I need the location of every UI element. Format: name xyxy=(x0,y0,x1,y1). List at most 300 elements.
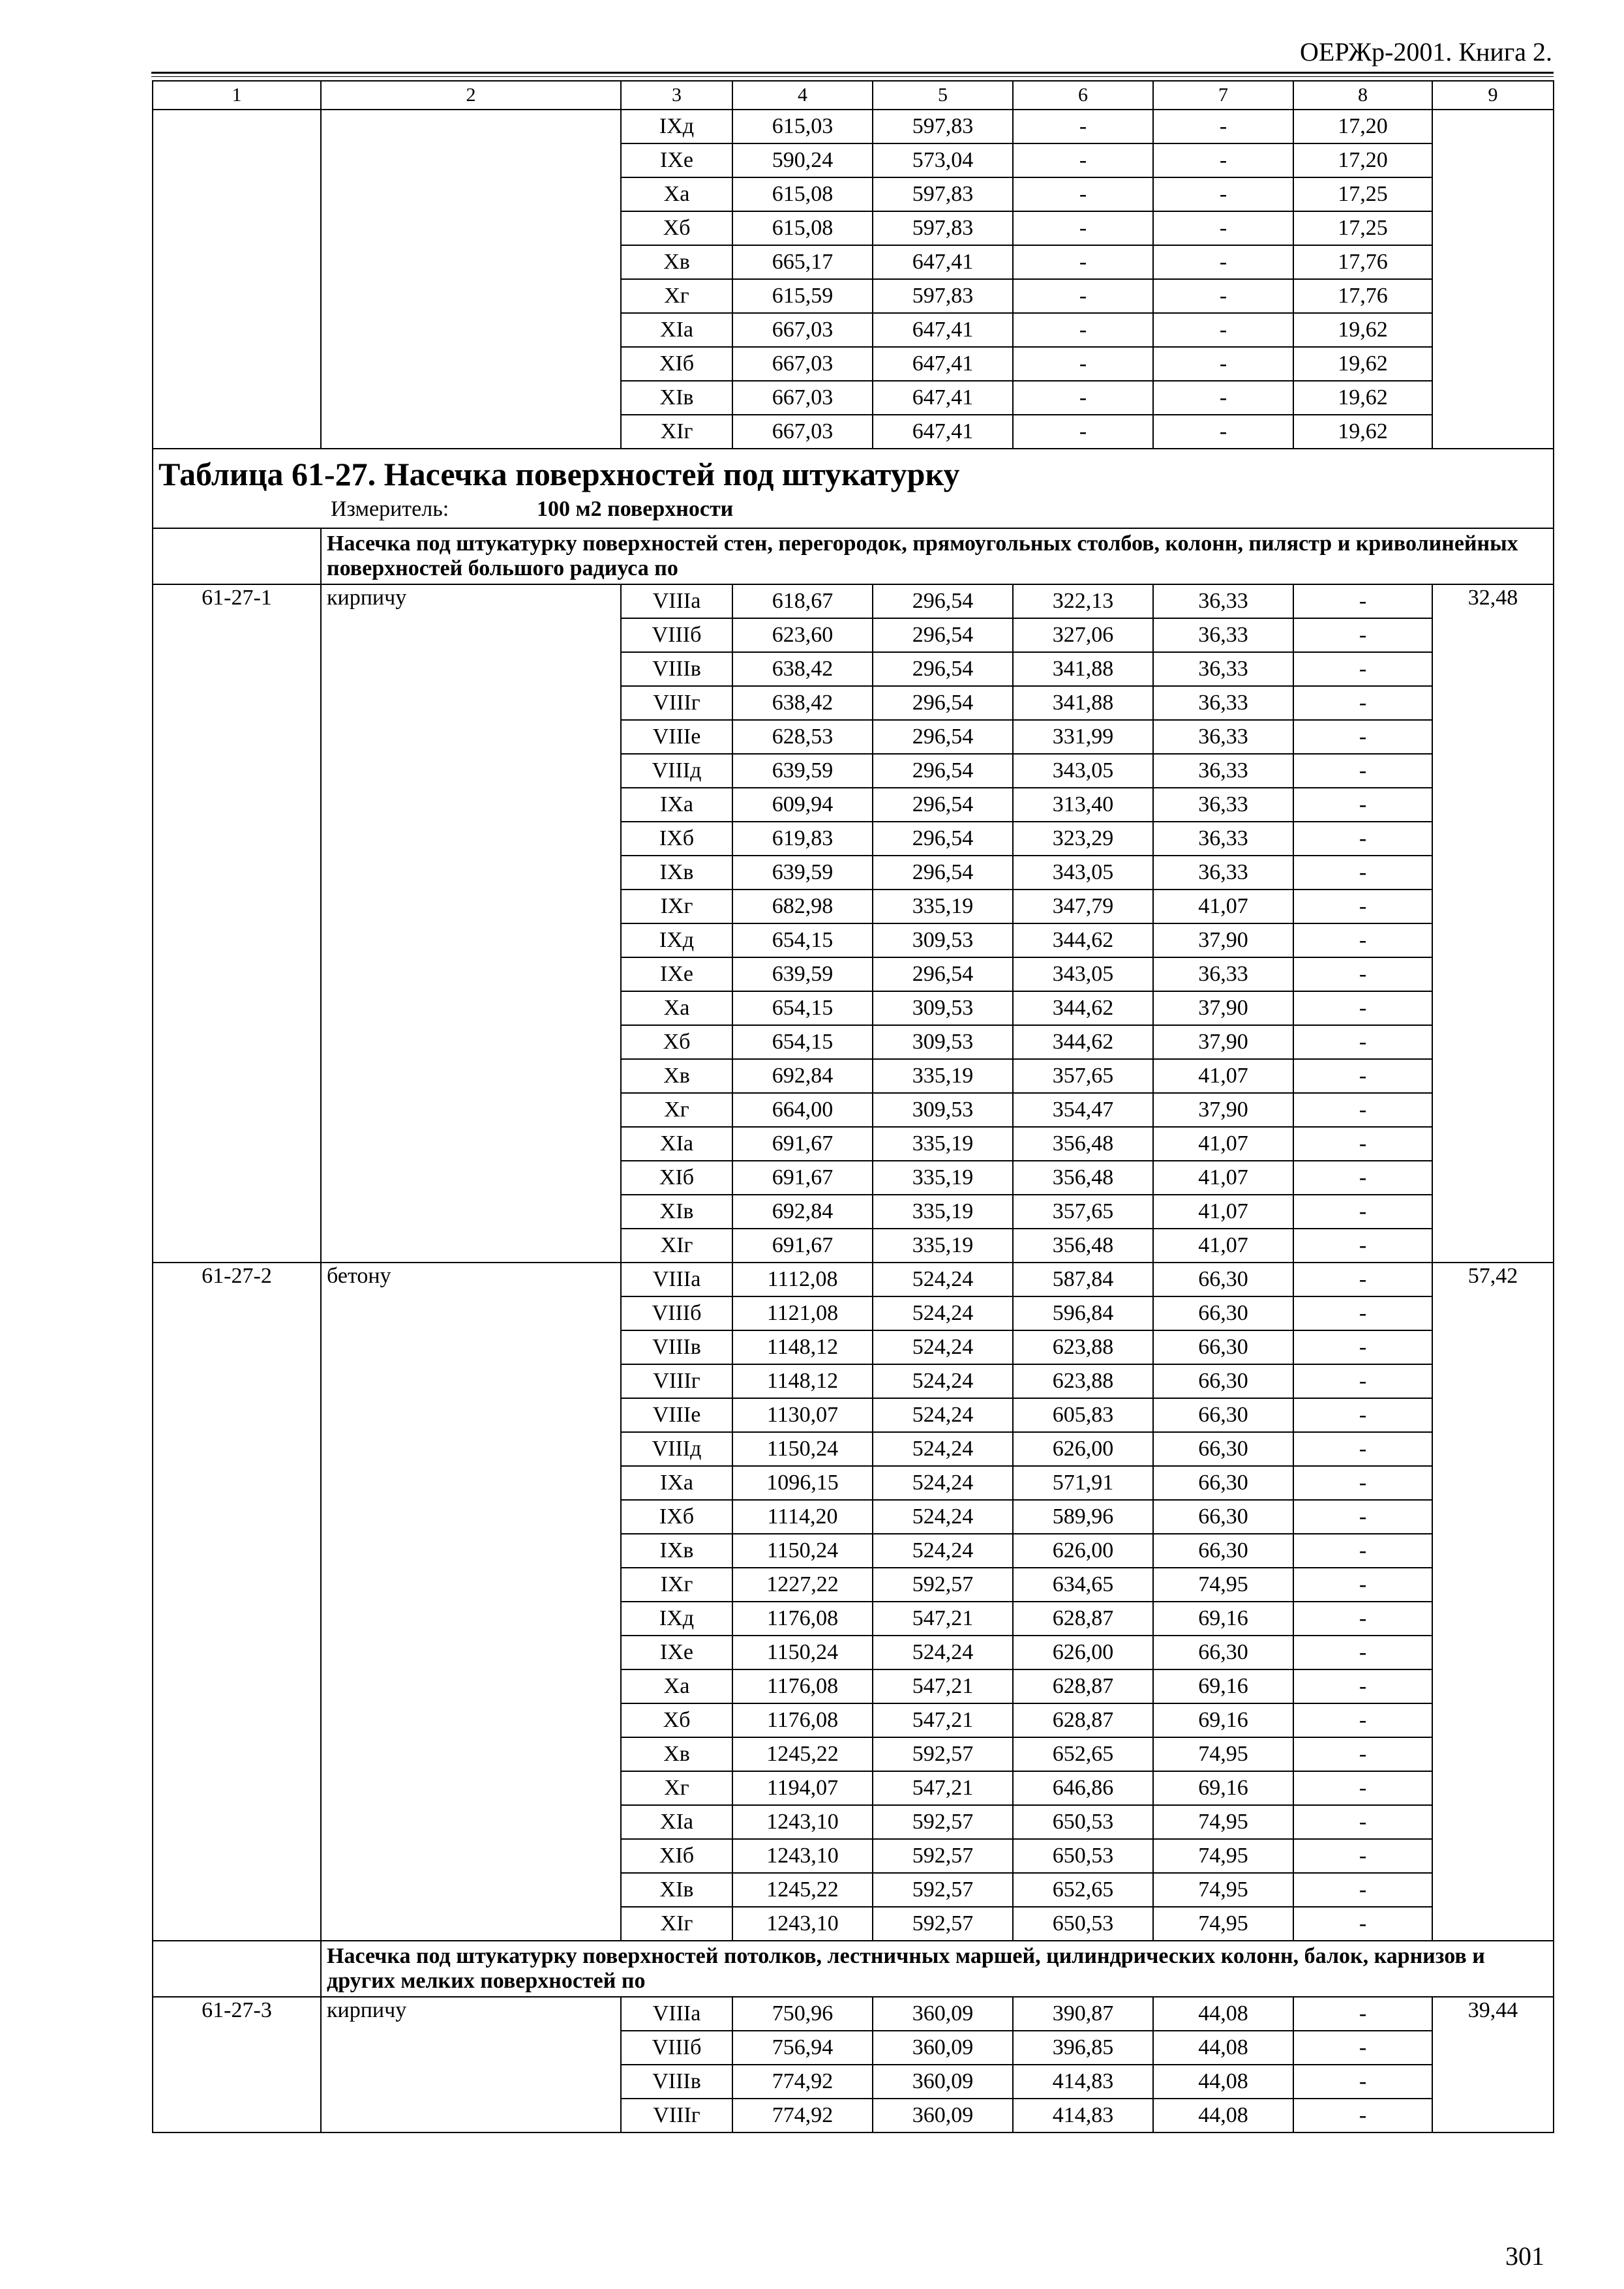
value-cell: - xyxy=(1153,110,1293,143)
value-cell: 44,08 xyxy=(1153,2099,1293,2132)
value-cell: XIв xyxy=(621,1873,732,1907)
value-cell: 573,04 xyxy=(873,143,1013,177)
value-cell: 597,83 xyxy=(873,211,1013,245)
value-cell: IXг xyxy=(621,890,732,923)
table-row xyxy=(153,584,1554,618)
value-cell: 597,83 xyxy=(873,110,1013,143)
value-cell: 360,09 xyxy=(873,2065,1013,2099)
value-cell: - xyxy=(1293,856,1432,890)
rates-table xyxy=(152,80,1554,2133)
value-cell: 327,06 xyxy=(1013,618,1153,652)
value-cell: - xyxy=(1153,381,1293,415)
value-cell: 634,65 xyxy=(1013,1568,1153,1602)
value-cell: 682,98 xyxy=(732,890,873,923)
value-cell: 592,57 xyxy=(873,1839,1013,1873)
value-cell: 524,24 xyxy=(873,1432,1013,1466)
value-cell: 615,08 xyxy=(732,177,873,211)
column-number: 9 xyxy=(1432,81,1554,110)
value-cell: XIг xyxy=(621,1229,732,1263)
value-cell: IXе xyxy=(621,143,732,177)
value-cell: - xyxy=(1293,1296,1432,1330)
value-cell: 691,67 xyxy=(732,1127,873,1161)
value-cell: 41,07 xyxy=(1153,1229,1293,1263)
value-cell: - xyxy=(1293,1737,1432,1771)
value-cell: 647,41 xyxy=(873,313,1013,347)
value-cell: - xyxy=(1293,1669,1432,1703)
value-cell: 36,33 xyxy=(1153,957,1293,991)
section-heading: Насечка под штукатурку поверхностей стен, перегородок, прямоугольных столбов, колонн, пилястр и криволинейных поверхностей большого радиуса по xyxy=(321,528,1554,584)
value-cell: 1114,20 xyxy=(732,1500,873,1534)
value-cell: 357,65 xyxy=(1013,1195,1153,1229)
value-cell: VIIIе xyxy=(621,720,732,754)
value-cell: 44,08 xyxy=(1153,2031,1293,2065)
section-heading: Насечка под штукатурку поверхностей потолков, лестничных маршей, цилиндрических колонн, балок, карнизов и других мелких поверхностей по xyxy=(321,1941,1554,1997)
value-cell: 592,57 xyxy=(873,1873,1013,1907)
code-cell: 61-27-3 xyxy=(153,1997,321,2132)
value-cell: 74,95 xyxy=(1153,1737,1293,1771)
value-cell: 356,48 xyxy=(1013,1229,1153,1263)
value-cell: 313,40 xyxy=(1013,788,1153,822)
value-cell: 639,59 xyxy=(732,856,873,890)
column-number: 1 xyxy=(153,81,321,110)
value-cell: Xв xyxy=(621,1059,732,1093)
value-cell: VIIIа xyxy=(621,1997,732,2031)
value-cell: - xyxy=(1293,584,1432,618)
value-cell: - xyxy=(1293,1534,1432,1568)
value-cell: - xyxy=(1293,1997,1432,2031)
value-cell: IXа xyxy=(621,788,732,822)
value-cell: - xyxy=(1293,1093,1432,1127)
value-cell: - xyxy=(1293,720,1432,754)
value-cell: 692,84 xyxy=(732,1195,873,1229)
value-cell: 390,87 xyxy=(1013,1997,1153,2031)
value-cell: 36,33 xyxy=(1153,788,1293,822)
value-cell: 414,83 xyxy=(1013,2065,1153,2099)
value-cell: 335,19 xyxy=(873,1127,1013,1161)
value-cell: 592,57 xyxy=(873,1568,1013,1602)
value-cell: 347,79 xyxy=(1013,890,1153,923)
value-cell: - xyxy=(1293,686,1432,720)
value-cell: 596,84 xyxy=(1013,1296,1153,1330)
value-cell: 335,19 xyxy=(873,890,1013,923)
value-cell: IXд xyxy=(621,923,732,957)
value-cell: 667,03 xyxy=(732,381,873,415)
value-cell: 356,48 xyxy=(1013,1127,1153,1161)
value-cell: 331,99 xyxy=(1013,720,1153,754)
value-cell: 17,25 xyxy=(1293,211,1432,245)
value-cell: - xyxy=(1153,245,1293,279)
value-cell: 343,05 xyxy=(1013,754,1153,788)
value-cell: 74,95 xyxy=(1153,1568,1293,1602)
value-cell: VIIIе xyxy=(621,1398,732,1432)
value-cell: 69,16 xyxy=(1153,1602,1293,1636)
value-cell: 1096,15 xyxy=(732,1466,873,1500)
value-cell: 357,65 xyxy=(1013,1059,1153,1093)
value-cell: 36,33 xyxy=(1153,754,1293,788)
table-row xyxy=(153,1997,1554,2031)
value-cell: 296,54 xyxy=(873,856,1013,890)
value-cell: 665,17 xyxy=(732,245,873,279)
value-cell: 360,09 xyxy=(873,2099,1013,2132)
value-cell: - xyxy=(1293,652,1432,686)
header-rule-thin xyxy=(151,76,1554,77)
value-cell: 571,91 xyxy=(1013,1466,1153,1500)
value-cell: 335,19 xyxy=(873,1059,1013,1093)
name-cell: кирпичу xyxy=(321,1997,621,2132)
value-cell: - xyxy=(1153,279,1293,313)
value-cell: XIб xyxy=(621,1161,732,1195)
value-cell: 647,41 xyxy=(873,415,1013,449)
value-cell: XIб xyxy=(621,1839,732,1873)
value-cell: 774,92 xyxy=(732,2099,873,2132)
value-cell: 309,53 xyxy=(873,991,1013,1025)
value-cell: 74,95 xyxy=(1153,1839,1293,1873)
value-cell: 414,83 xyxy=(1013,2099,1153,2132)
value-cell: Xг xyxy=(621,279,732,313)
value-cell: 296,54 xyxy=(873,754,1013,788)
value-cell: 1243,10 xyxy=(732,1839,873,1873)
value-cell: 524,24 xyxy=(873,1263,1013,1296)
value-cell: 36,33 xyxy=(1153,584,1293,618)
value-cell: 638,42 xyxy=(732,652,873,686)
value-cell: 66,30 xyxy=(1153,1364,1293,1398)
value-cell: 296,54 xyxy=(873,584,1013,618)
value-cell: 647,41 xyxy=(873,381,1013,415)
value-cell: - xyxy=(1013,279,1153,313)
value-cell: 750,96 xyxy=(732,1997,873,2031)
value-cell: Xа xyxy=(621,991,732,1025)
value-cell: 647,41 xyxy=(873,347,1013,381)
value-cell: 1243,10 xyxy=(732,1805,873,1839)
value-cell: 590,24 xyxy=(732,143,873,177)
value-cell: VIIIа xyxy=(621,584,732,618)
value-cell: 36,33 xyxy=(1153,720,1293,754)
value-cell: 1150,24 xyxy=(732,1432,873,1466)
value-cell: - xyxy=(1293,618,1432,652)
value-cell: 41,07 xyxy=(1153,890,1293,923)
section-heading-row xyxy=(153,1941,1554,1997)
code-cell: 61-27-2 xyxy=(153,1263,321,1941)
value-cell: 615,03 xyxy=(732,110,873,143)
value-cell: 69,16 xyxy=(1153,1703,1293,1737)
measure-label: Измеритель: xyxy=(331,497,449,521)
value-cell: 343,05 xyxy=(1013,856,1153,890)
value-cell: 19,62 xyxy=(1293,313,1432,347)
column-number: 4 xyxy=(732,81,873,110)
value-cell: 654,15 xyxy=(732,923,873,957)
value-cell: 360,09 xyxy=(873,1997,1013,2031)
value-cell: - xyxy=(1293,1805,1432,1839)
value-cell: 36,33 xyxy=(1153,618,1293,652)
heading-spacer-cell xyxy=(153,1941,321,1997)
value-cell: 37,90 xyxy=(1153,923,1293,957)
value-cell: 667,03 xyxy=(732,313,873,347)
value-cell: - xyxy=(1293,822,1432,856)
value-cell: 1176,08 xyxy=(732,1703,873,1737)
value-cell: 344,62 xyxy=(1013,991,1153,1025)
value-cell: - xyxy=(1293,1330,1432,1364)
value-cell: 356,48 xyxy=(1013,1161,1153,1195)
value-cell: 652,65 xyxy=(1013,1873,1153,1907)
value-cell: VIIIд xyxy=(621,1432,732,1466)
value-cell: XIв xyxy=(621,1195,732,1229)
value-cell: VIIIа xyxy=(621,1263,732,1296)
value-cell: - xyxy=(1293,1636,1432,1669)
value-cell: - xyxy=(1013,110,1153,143)
value-cell: - xyxy=(1293,1059,1432,1093)
name-cell: бетону xyxy=(321,1263,621,1941)
header-rule-thick xyxy=(151,72,1554,74)
value-cell: 524,24 xyxy=(873,1398,1013,1432)
value-cell: 69,16 xyxy=(1153,1669,1293,1703)
value-cell: IXд xyxy=(621,1602,732,1636)
value-cell: 650,53 xyxy=(1013,1839,1153,1873)
value-cell: 587,84 xyxy=(1013,1263,1153,1296)
value-cell: 626,00 xyxy=(1013,1534,1153,1568)
table-title: Таблица 61-27. Насечка поверхностей под штукатурку xyxy=(158,456,960,492)
value-cell: 1243,10 xyxy=(732,1907,873,1941)
value-cell: IXб xyxy=(621,1500,732,1534)
value-cell: 626,00 xyxy=(1013,1636,1153,1669)
value-cell: - xyxy=(1153,143,1293,177)
value-cell: 618,67 xyxy=(732,584,873,618)
value-cell: 609,94 xyxy=(732,788,873,822)
value-cell: 344,62 xyxy=(1013,1025,1153,1059)
value-cell: - xyxy=(1293,1907,1432,1941)
value-cell: 17,20 xyxy=(1293,110,1432,143)
column-number: 8 xyxy=(1293,81,1432,110)
value-cell: - xyxy=(1013,347,1153,381)
value-cell: 309,53 xyxy=(873,1093,1013,1127)
value-cell: 1227,22 xyxy=(732,1568,873,1602)
value-cell: 309,53 xyxy=(873,1025,1013,1059)
value-cell: 341,88 xyxy=(1013,652,1153,686)
table-title-cell xyxy=(153,449,1554,528)
value-cell: 547,21 xyxy=(873,1669,1013,1703)
value-cell: XIв xyxy=(621,381,732,415)
value-cell: 66,30 xyxy=(1153,1466,1293,1500)
value-cell: - xyxy=(1293,1466,1432,1500)
value-cell: - xyxy=(1293,991,1432,1025)
value-cell: - xyxy=(1293,957,1432,991)
value-cell: 66,30 xyxy=(1153,1636,1293,1669)
value-cell: 650,53 xyxy=(1013,1805,1153,1839)
value-cell: 628,87 xyxy=(1013,1703,1153,1737)
value-cell: - xyxy=(1013,245,1153,279)
value-cell: 354,47 xyxy=(1013,1093,1153,1127)
value-cell: 37,90 xyxy=(1153,1025,1293,1059)
value-cell: 597,83 xyxy=(873,177,1013,211)
value-cell: - xyxy=(1153,177,1293,211)
value-cell: XIг xyxy=(621,1907,732,1941)
value-cell: 17,76 xyxy=(1293,279,1432,313)
value-cell: 524,24 xyxy=(873,1500,1013,1534)
value-cell: 1176,08 xyxy=(732,1669,873,1703)
value-cell: - xyxy=(1153,313,1293,347)
value-cell: Xг xyxy=(621,1093,732,1127)
value-cell: IXе xyxy=(621,1636,732,1669)
value-cell: 547,21 xyxy=(873,1703,1013,1737)
value-cell: - xyxy=(1293,2099,1432,2132)
value-cell: Xа xyxy=(621,177,732,211)
value-cell: 774,92 xyxy=(732,2065,873,2099)
value-cell: - xyxy=(1013,313,1153,347)
value-cell: - xyxy=(1293,1839,1432,1873)
value-cell: 344,62 xyxy=(1013,923,1153,957)
value-cell: VIIIв xyxy=(621,2065,732,2099)
value-cell: 547,21 xyxy=(873,1602,1013,1636)
table-title-row xyxy=(153,449,1554,528)
value-cell: IXе xyxy=(621,957,732,991)
value-cell: Xа xyxy=(621,1669,732,1703)
value-cell: - xyxy=(1293,754,1432,788)
value-cell: 646,86 xyxy=(1013,1771,1153,1805)
column-number: 5 xyxy=(873,81,1013,110)
value-cell: 36,33 xyxy=(1153,652,1293,686)
value-cell: - xyxy=(1013,381,1153,415)
value-cell: 37,90 xyxy=(1153,1093,1293,1127)
value-cell: IXд xyxy=(621,110,732,143)
value-cell: - xyxy=(1013,177,1153,211)
value-cell: 296,54 xyxy=(873,822,1013,856)
name-cell xyxy=(321,110,621,449)
value-cell: - xyxy=(1293,1568,1432,1602)
heading-spacer-cell xyxy=(153,528,321,584)
value-cell: 1245,22 xyxy=(732,1737,873,1771)
value-cell: XIа xyxy=(621,1127,732,1161)
value-cell: VIIIг xyxy=(621,1364,732,1398)
value-cell: 17,76 xyxy=(1293,245,1432,279)
value-cell: 36,33 xyxy=(1153,856,1293,890)
value-cell: 615,08 xyxy=(732,211,873,245)
page-number: 301 xyxy=(1505,2241,1544,2271)
value-cell: - xyxy=(1293,2031,1432,2065)
value-cell: 19,62 xyxy=(1293,415,1432,449)
value-cell: Xв xyxy=(621,1737,732,1771)
value-cell: Xб xyxy=(621,1703,732,1737)
value-cell: Xб xyxy=(621,211,732,245)
code-cell: 61-27-1 xyxy=(153,584,321,1263)
value-cell: - xyxy=(1293,1229,1432,1263)
value-cell: 623,88 xyxy=(1013,1364,1153,1398)
value-cell: VIIIб xyxy=(621,618,732,652)
value-cell: 41,07 xyxy=(1153,1195,1293,1229)
value-cell: 664,00 xyxy=(732,1093,873,1127)
value-cell: - xyxy=(1293,890,1432,923)
value-cell: 66,30 xyxy=(1153,1500,1293,1534)
value-cell: 628,87 xyxy=(1013,1669,1153,1703)
value-cell: 296,54 xyxy=(873,788,1013,822)
value-cell: 1121,08 xyxy=(732,1296,873,1330)
value-cell: 1150,24 xyxy=(732,1636,873,1669)
value-cell: 37,90 xyxy=(1153,991,1293,1025)
value-cell: - xyxy=(1293,1398,1432,1432)
value-cell: Xв xyxy=(621,245,732,279)
value-cell: - xyxy=(1293,1364,1432,1398)
value-cell: - xyxy=(1293,1873,1432,1907)
table-row xyxy=(153,110,1554,143)
value-cell: 74,95 xyxy=(1153,1907,1293,1941)
value-cell: 19,62 xyxy=(1293,347,1432,381)
value-cell: - xyxy=(1293,1602,1432,1636)
value-cell: 296,54 xyxy=(873,720,1013,754)
value-cell: 589,96 xyxy=(1013,1500,1153,1534)
value-cell: 605,83 xyxy=(1013,1398,1153,1432)
value-cell: 524,24 xyxy=(873,1636,1013,1669)
value-cell: VIIIв xyxy=(621,1330,732,1364)
value-cell: 44,08 xyxy=(1153,1997,1293,2031)
value-cell: 41,07 xyxy=(1153,1059,1293,1093)
value-cell: 1148,12 xyxy=(732,1364,873,1398)
value-cell: 1150,24 xyxy=(732,1534,873,1568)
name-cell: кирпичу xyxy=(321,584,621,1263)
value-cell: Xг xyxy=(621,1771,732,1805)
value-cell: 1245,22 xyxy=(732,1873,873,1907)
table-body xyxy=(153,81,1554,2132)
value-cell: 69,16 xyxy=(1153,1771,1293,1805)
value-cell: 309,53 xyxy=(873,923,1013,957)
value-cell: - xyxy=(1293,1025,1432,1059)
value-cell: 296,54 xyxy=(873,686,1013,720)
value-cell: VIIIд xyxy=(621,754,732,788)
value-cell: - xyxy=(1293,788,1432,822)
col9-cell: 39,44 xyxy=(1432,1997,1554,2132)
value-cell: 17,25 xyxy=(1293,177,1432,211)
value-cell: 66,30 xyxy=(1153,1296,1293,1330)
value-cell: 335,19 xyxy=(873,1229,1013,1263)
col9-cell: 57,42 xyxy=(1432,1263,1554,1941)
value-cell: - xyxy=(1013,143,1153,177)
value-cell: 615,59 xyxy=(732,279,873,313)
table-row xyxy=(153,1263,1554,1296)
value-cell: 74,95 xyxy=(1153,1805,1293,1839)
value-cell: 524,24 xyxy=(873,1296,1013,1330)
value-cell: - xyxy=(1293,1195,1432,1229)
value-cell: - xyxy=(1293,2065,1432,2099)
value-cell: - xyxy=(1153,415,1293,449)
value-cell: 592,57 xyxy=(873,1907,1013,1941)
value-cell: 74,95 xyxy=(1153,1873,1293,1907)
value-cell: 41,07 xyxy=(1153,1161,1293,1195)
value-cell: 41,07 xyxy=(1153,1127,1293,1161)
value-cell: - xyxy=(1293,923,1432,957)
value-cell: 66,30 xyxy=(1153,1432,1293,1466)
value-cell: - xyxy=(1153,211,1293,245)
value-cell: 17,20 xyxy=(1293,143,1432,177)
section-heading-row xyxy=(153,528,1554,584)
value-cell: XIа xyxy=(621,313,732,347)
value-cell: - xyxy=(1293,1263,1432,1296)
value-cell: 628,87 xyxy=(1013,1602,1153,1636)
value-cell: 650,53 xyxy=(1013,1907,1153,1941)
value-cell: 19,62 xyxy=(1293,381,1432,415)
value-cell: 296,54 xyxy=(873,957,1013,991)
value-cell: - xyxy=(1153,347,1293,381)
value-cell: 1194,07 xyxy=(732,1771,873,1805)
value-cell: IXа xyxy=(621,1466,732,1500)
value-cell: 691,67 xyxy=(732,1229,873,1263)
value-cell: - xyxy=(1013,415,1153,449)
value-cell: 667,03 xyxy=(732,347,873,381)
value-cell: 639,59 xyxy=(732,754,873,788)
column-number: 2 xyxy=(321,81,621,110)
value-cell: VIIIг xyxy=(621,2099,732,2132)
value-cell: 547,21 xyxy=(873,1771,1013,1805)
value-cell: 592,57 xyxy=(873,1805,1013,1839)
value-cell: 322,13 xyxy=(1013,584,1153,618)
value-cell: IXв xyxy=(621,1534,732,1568)
value-cell: - xyxy=(1293,1161,1432,1195)
